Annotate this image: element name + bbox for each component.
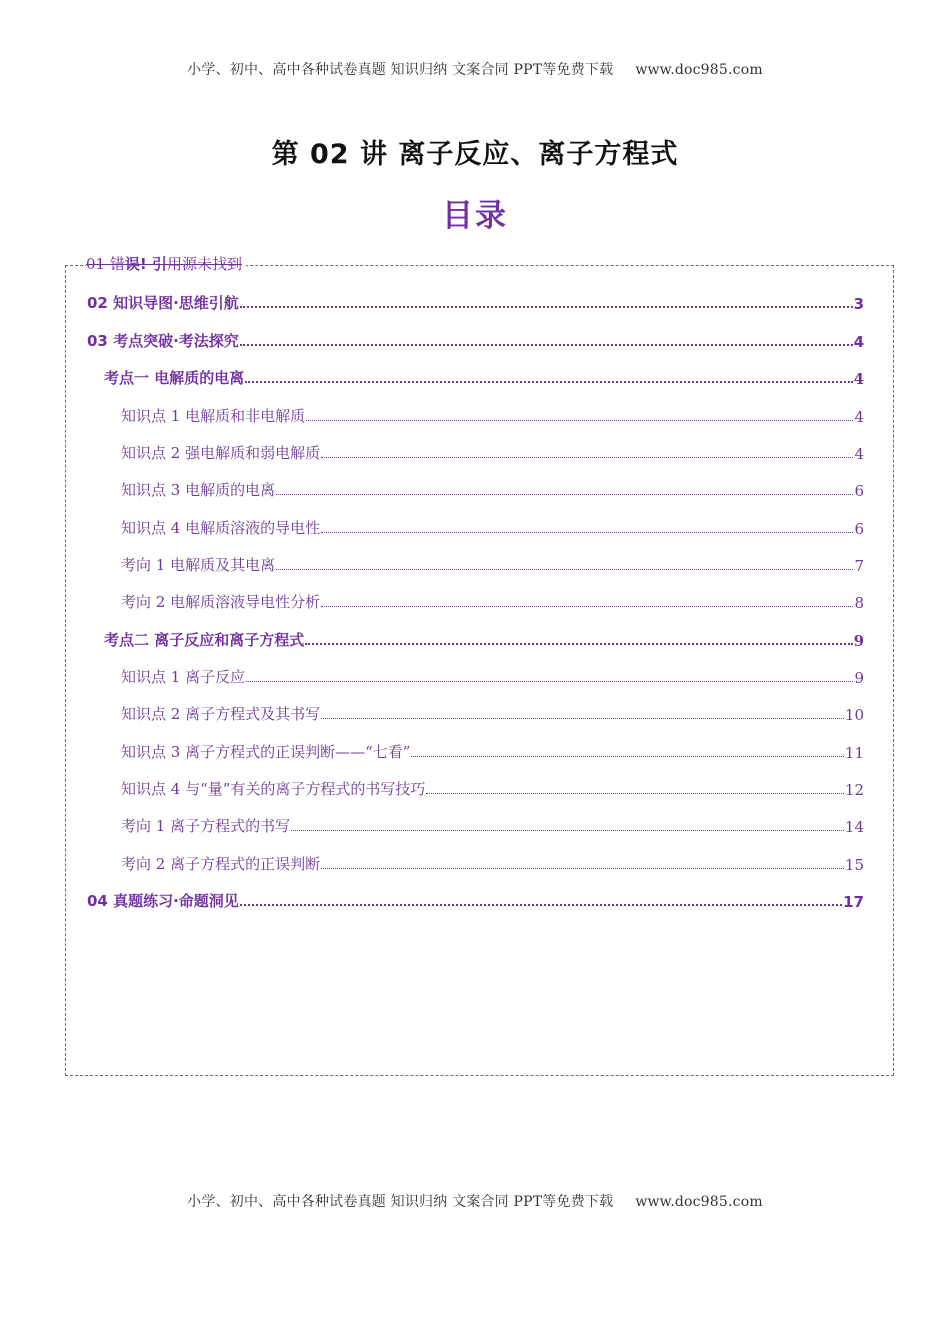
- toc-leader-dots: [306, 420, 853, 421]
- toc-leader-dots: [411, 756, 843, 757]
- page-header: [0, 59, 950, 79]
- toc-entry-page: 7: [854, 557, 864, 575]
- toc-entry[interactable]: [121, 441, 864, 463]
- toc-entry[interactable]: [121, 740, 864, 762]
- toc-entry-page: 14: [844, 818, 864, 836]
- toc-entry-label: 03 考点突破·考法探究: [87, 332, 239, 350]
- header-text: 小学、初中、高中各种试卷真题 知识归纳 文案合同 PPT等免费下载: [187, 62, 614, 78]
- toc-leader-dots: [291, 830, 844, 831]
- toc-entry-page: 4: [854, 445, 864, 463]
- toc-leader-dots: [321, 868, 844, 869]
- toc-entry[interactable]: [121, 478, 864, 500]
- toc-entry[interactable]: [121, 777, 864, 799]
- toc-entry-label: 考向 2 离子方程式的正误判断: [121, 855, 321, 873]
- toc-error-text: 误! 引: [124, 255, 167, 273]
- toc-error-rest: 用源未找到: [166, 255, 242, 273]
- toc-leader-dots: [240, 344, 853, 346]
- header-site-link[interactable]: www.doc985.com: [635, 62, 763, 78]
- toc-entry-page: 10: [844, 706, 864, 724]
- toc-leader-dots: [321, 532, 853, 533]
- toc-heading: 目录: [442, 198, 508, 234]
- toc-leader-dots: [276, 494, 853, 495]
- toc-leader-dots: [276, 569, 853, 570]
- toc-entry-label: 知识点 3 离子方程式的正误判断——“七看”: [121, 743, 411, 761]
- toc-entry-label: 知识点 3 电解质的电离: [121, 481, 276, 499]
- toc-entry-page: 8: [854, 594, 864, 612]
- toc-leader-dots: [240, 904, 842, 906]
- toc-entry[interactable]: [121, 404, 864, 426]
- toc-entry-page: 3: [853, 295, 864, 313]
- toc-entry[interactable]: [87, 291, 864, 313]
- toc-entry-page: 4: [853, 333, 864, 351]
- toc-entry[interactable]: [121, 852, 864, 874]
- toc-entry-page: 4: [854, 408, 864, 426]
- toc-entry-label: 知识点 1 电解质和非电解质: [121, 407, 306, 425]
- toc-entry[interactable]: [121, 814, 864, 836]
- toc-leader-dots: [321, 457, 853, 458]
- toc-entry-label: 知识点 1 离子反应: [121, 668, 246, 686]
- toc-entry-label: 考向 1 电解质及其电离: [121, 556, 276, 574]
- toc-entry-broken-reference[interactable]: [86, 253, 246, 274]
- toc-entry-page: 12: [844, 781, 864, 799]
- toc-entry-label: 考向 2 电解质溶液导电性分析: [121, 593, 321, 611]
- toc-entry-label: 知识点 2 强电解质和弱电解质: [121, 444, 321, 462]
- toc-entry-page: 6: [854, 520, 864, 538]
- toc-entry-page: 9: [854, 669, 864, 687]
- toc-entry[interactable]: [104, 628, 864, 650]
- toc-leader-dots: [240, 306, 853, 308]
- toc-entry-label: 知识点 4 电解质溶液的导电性: [121, 519, 321, 537]
- toc-leader-dots: [426, 793, 843, 794]
- toc-entry[interactable]: [121, 702, 864, 724]
- toc-entry-page: 15: [844, 856, 864, 874]
- toc-entry-label: 02 知识导图·思维引航: [87, 294, 239, 312]
- toc-entry-label: 考向 1 离子方程式的书写: [121, 817, 291, 835]
- toc-entry-label: 知识点 4 与“量”有关的离子方程式的书写技巧: [121, 780, 426, 798]
- document-title: 第 02 讲 离子反应、离子方程式: [271, 139, 679, 170]
- toc-entry[interactable]: [121, 665, 864, 687]
- toc-entry-page: 11: [844, 744, 864, 762]
- toc-entry[interactable]: [121, 516, 864, 538]
- toc-entry-label: 知识点 2 离子方程式及其书写: [121, 705, 321, 723]
- toc-leader-dots: [305, 643, 852, 645]
- toc-entry-label: 04 真题练习·命题洞见: [87, 892, 239, 910]
- toc-entry-label: 考点一 电解质的电离: [104, 369, 245, 387]
- toc-entry-number: 01 错: [86, 255, 125, 273]
- toc-leader-dots: [321, 718, 844, 719]
- toc-entry-page: 4: [853, 370, 864, 388]
- toc-entry-page: 6: [854, 482, 864, 500]
- toc-entry[interactable]: [87, 329, 864, 351]
- toc-entry[interactable]: [87, 889, 864, 911]
- footer-site-link[interactable]: www.doc985.com: [635, 1194, 763, 1210]
- page-footer: [0, 1191, 950, 1211]
- toc-entry[interactable]: [121, 553, 864, 575]
- toc-entry-page: 17: [843, 893, 864, 911]
- footer-text: 小学、初中、高中各种试卷真题 知识归纳 文案合同 PPT等免费下载: [187, 1194, 614, 1210]
- toc-entry[interactable]: [121, 590, 864, 612]
- toc-leader-dots: [245, 381, 852, 383]
- toc-entry-label: 考点二 离子反应和离子方程式: [104, 631, 305, 649]
- toc-leader-dots: [246, 681, 853, 682]
- toc-leader-dots: [321, 606, 853, 607]
- toc-entry-page: 9: [853, 632, 864, 650]
- toc-entry[interactable]: [104, 366, 864, 388]
